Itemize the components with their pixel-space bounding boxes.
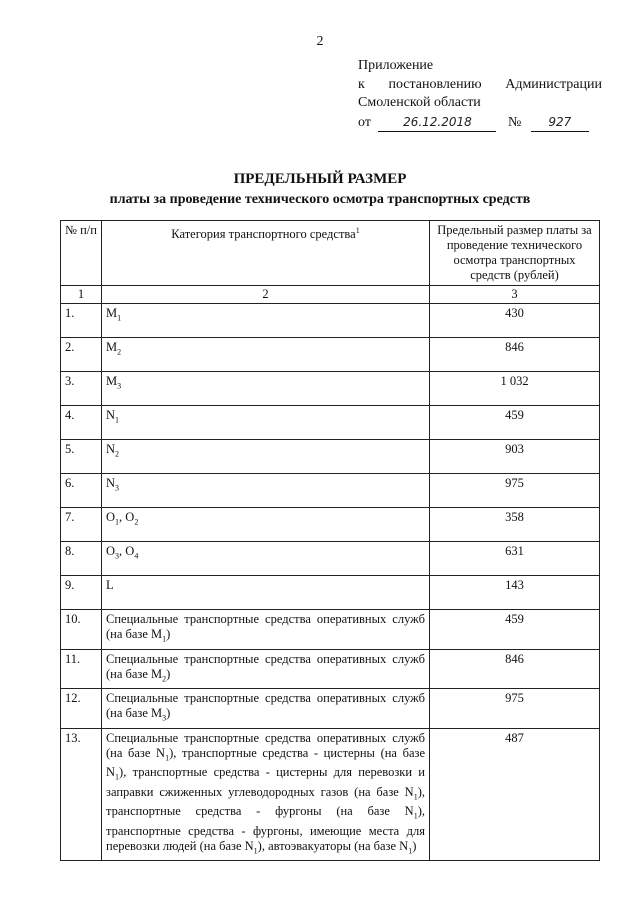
row-category: $O_3$, $O_4$ [102,542,430,576]
category-text: ), автоэвакуаторы (на базе N [257,838,409,853]
category-letter: O [125,544,135,558]
table-row [61,406,600,440]
table-row [61,338,600,372]
row-price: 430 [430,304,600,338]
category-index: 2 [115,449,120,459]
appendix-date-line [358,113,602,133]
row-category: $O_1$, $O_2$ [102,508,430,542]
category-text: Специальные транспортные средства оперативных служб (на базе M [106,612,425,641]
category-letter: N [106,442,116,456]
category-index: 1 [408,846,413,855]
category-index: 1 [165,753,170,762]
category-index: 3 [115,483,120,493]
category-index: 1 [253,846,258,855]
category-text: ), транспортные средства - цистерны (на базе N [106,745,425,779]
category-index: 3 [115,551,120,561]
category-letter: M [106,340,118,354]
appendix-block [358,57,602,132]
header-footnote-mark: 1 [355,226,360,235]
row-price: 631 [430,542,600,576]
row-number: 1. [61,304,102,338]
row-category [102,689,430,729]
row-category [102,728,430,861]
category-text: Специальные транспортные средства оперативных служб (на базе M [106,691,425,720]
row-category [102,649,430,689]
row-number: 9. [61,576,102,610]
category-text-tail: ) [166,706,171,720]
row-number: 10. [61,610,102,650]
date-value: 26.12.2018 [378,113,496,133]
fee-table [60,220,600,861]
row-number: 11. [61,649,102,689]
row-price: 459 [430,406,600,440]
table-row [61,728,600,861]
category-letter: L [106,578,114,592]
appendix-line2 [358,76,602,95]
category-text: ), транспортные средства - фургоны, имеющие места для перевозки людей (на базе N [106,804,425,853]
category-text: ), транспортные средства - цистерны для перевозки и заправки сжиженных углеводородных газов (на базе N [106,765,425,799]
row-category [102,610,430,650]
category-letter: O [106,544,116,558]
appendix-line2-a: к [358,76,365,92]
table-row [61,610,600,650]
table-row [61,372,600,406]
category-text: ) [412,838,417,853]
header-number: № п/п [61,221,102,286]
row-number: 4. [61,406,102,440]
category-index: 1 [413,811,418,821]
appendix-line1: Приложение [358,58,434,73]
row-price: 1 032 [430,372,600,406]
table-row [61,649,600,689]
row-price: 846 [430,649,600,689]
category-index: 2 [117,347,122,357]
column-number-row [61,286,600,304]
category-index: 3 [117,381,122,391]
category-index: 3 [162,713,167,723]
row-number: 8. [61,542,102,576]
row-number: 12. [61,689,102,729]
row-number: 6. [61,474,102,508]
category-letter: N [106,476,116,490]
document-title: ПРЕДЕЛЬНЫЙ РАЗМЕР [233,171,407,187]
category-letter: N [106,408,116,422]
category-index: 1 [115,517,120,527]
table-row [61,576,600,610]
category-text-tail: ) [166,627,171,641]
row-category [102,440,430,474]
table-row [61,304,600,338]
row-number: 7. [61,508,102,542]
row-category [102,576,430,610]
row-number: 3. [61,372,102,406]
row-category [102,338,430,372]
row-price: 459 [430,610,600,650]
header-category-label: Категория транспортного средства [171,227,356,242]
row-price: 975 [430,689,600,729]
row-category [102,406,430,440]
row-category [102,372,430,406]
category-text: ), транспортные средства - фургоны (на базе N [106,784,425,818]
category-index: 1 [162,634,167,644]
category-letter: O [125,510,135,524]
row-price: 143 [430,576,600,610]
category-index: 1 [115,772,120,782]
row-price: 846 [430,338,600,372]
appendix-line2-c: Администрации [505,76,602,92]
row-price: 487 [430,728,600,861]
header-price: Предельный размер платы за проведение технического осмотра транспортных средств (рублей) [430,221,600,286]
column-number-2: 2 [102,286,430,304]
table-header-row [61,221,600,286]
number-value: 927 [531,113,589,133]
category-text: Специальные транспортные средства оперативных служб (на базе M [106,651,425,681]
category-index: 4 [134,551,139,561]
category-index: 1 [115,415,120,425]
page-number: 2 [316,34,324,49]
row-number: 2. [61,338,102,372]
table-row [61,440,600,474]
table-row [61,542,600,576]
category-letter: M [106,306,118,320]
row-price: 358 [430,508,600,542]
category-letter: M [106,374,118,388]
category-index: 2 [134,517,139,527]
category-index: 2 [162,674,167,683]
column-number-1: 1 [61,286,102,304]
column-number-3: 3 [430,286,600,304]
row-number: 13. [61,728,102,861]
table-row [61,474,600,508]
date-prefix: от [358,114,371,130]
table-row [61,689,600,729]
row-price: 975 [430,474,600,508]
category-index: 1 [117,313,122,323]
category-text: Специальные транспортные средства оперативных служб (на базе N [106,730,425,760]
appendix-line3: Смоленской области [358,95,481,110]
row-category [102,304,430,338]
number-prefix: № [507,114,522,130]
category-index: 1 [413,792,418,801]
appendix-line2-b: постановлению [388,76,482,92]
header-category [102,221,430,286]
category-letter: O [106,510,116,524]
document-subtitle: платы за проведение технического осмотра транспортных средств [109,192,531,207]
row-number: 5. [61,440,102,474]
category-text-tail: ) [166,666,171,681]
table-row [61,508,600,542]
row-category [102,474,430,508]
row-price: 903 [430,440,600,474]
